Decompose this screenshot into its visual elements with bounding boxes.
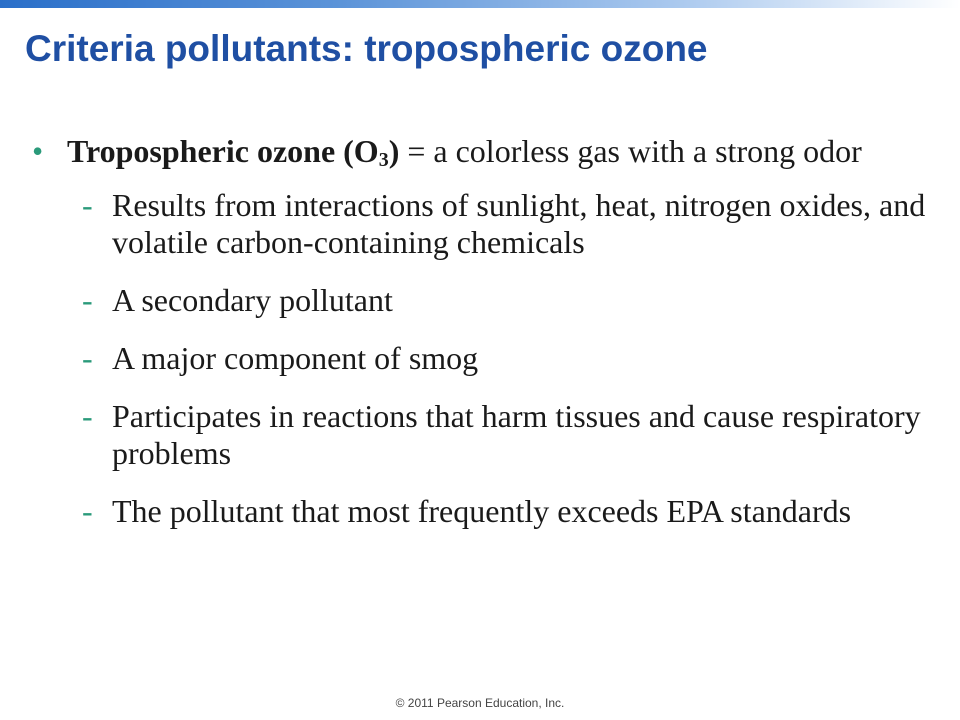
slide-title: Criteria pollutants: tropospheric ozone xyxy=(25,28,708,69)
sub-point-marker: - xyxy=(82,187,93,223)
term-text: Tropospheric ozone (O xyxy=(67,133,379,169)
sub-point-marker: - xyxy=(82,398,93,434)
copyright-footer: © 2011 Pearson Education, Inc. xyxy=(395,696,565,710)
sub-point-text: Participates in reactions that harm tissues and cause respiratory problems xyxy=(112,398,921,471)
sub-point-marker: - xyxy=(82,340,93,376)
sub-point-marker: - xyxy=(82,282,93,318)
sub-point-list xyxy=(30,187,930,530)
sub-point xyxy=(30,493,930,530)
bullet-marker: • xyxy=(32,133,44,169)
sub-point-marker: - xyxy=(82,493,93,529)
main-bullet xyxy=(30,132,930,170)
sub-point xyxy=(30,282,930,319)
bullet-definition: = a colorless gas with a strong odor xyxy=(399,133,862,169)
term-subscript: 3 xyxy=(378,149,389,171)
sub-point-text: Results from interactions of sunlight, heat, nitrogen oxides, and volatile carbon-containing chemicals xyxy=(112,187,926,260)
sub-point-text: A secondary pollutant xyxy=(112,282,393,318)
top-accent-bar xyxy=(0,0,960,8)
sub-point xyxy=(30,187,930,261)
term-close: ) xyxy=(388,133,400,169)
bullet-term xyxy=(67,133,399,169)
sub-point-text: The pollutant that most frequently exceeds EPA standards xyxy=(112,493,852,529)
slide-content xyxy=(30,132,930,551)
sub-point xyxy=(30,340,930,377)
sub-point-text: A major component of smog xyxy=(112,340,479,376)
sub-point xyxy=(30,398,930,472)
